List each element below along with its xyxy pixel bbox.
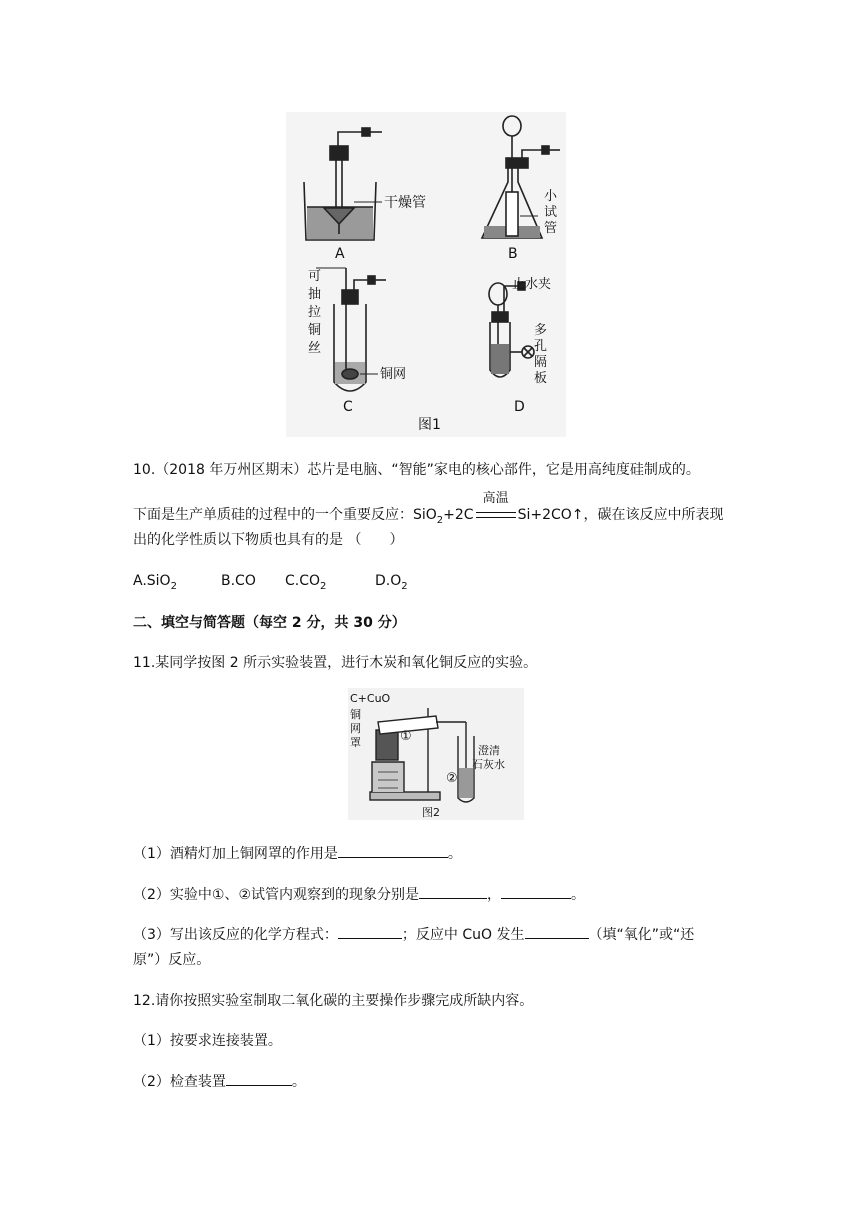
- q10-options: [133, 571, 408, 591]
- option-c[interactable]: $C.CO_2$: [285, 573, 327, 592]
- fig1-porous-4: 板: [534, 371, 548, 386]
- fig2-mesh-3: 罩: [350, 736, 361, 749]
- q10-line1: 10.（2018 年万州区期末）芯片是电脑、“智能”家电的核心部件，它是用高纯度硅制成的。: [133, 462, 700, 478]
- option-b[interactable]: B.CO: [221, 573, 256, 589]
- q10-line2: 下面是生产单质硅的过程中的一个重要反应：SiO$_2$+2C 高温 Si+2CO↑，碳在该反应中所表现: [133, 491, 724, 526]
- q12-stem: 12.请你按照实验室制取二氧化碳的主要操作步骤完成所缺内容。: [133, 993, 534, 1009]
- fig1-dry-tube-label: 干燥管: [384, 195, 426, 211]
- fig2-mesh-2: 网: [350, 722, 361, 735]
- answer-blank[interactable]: [338, 843, 448, 858]
- fig2-reactants: C+CuO: [350, 692, 391, 705]
- answer-blank[interactable]: [226, 1071, 292, 1086]
- fig2-tube-2: ②: [446, 771, 458, 786]
- reaction-condition: 高温: [476, 505, 516, 525]
- fig1-wire-4: 铜: [308, 323, 322, 338]
- fig2-caption: 图2: [422, 806, 440, 819]
- section-2-title: 二、填空与简答题（每空 2 分，共 30 分）: [133, 615, 406, 631]
- q12-sub1: （1）按要求连接装置。: [133, 1033, 282, 1049]
- fig1-label-b: B: [508, 246, 518, 262]
- fig1-label-c: C: [343, 399, 353, 415]
- fig1-small-tube-3: 管: [544, 221, 558, 236]
- fig1-water-clip-label: 止水夹: [512, 277, 552, 292]
- fig1-wire-1: 可: [308, 269, 322, 284]
- option-a[interactable]: A.SiO$_2$: [133, 573, 177, 592]
- fig1-small-tube-2: 试: [544, 205, 558, 220]
- fig1-porous-2: 孔: [534, 339, 548, 354]
- q10-line3: 出的化学性质以下物质也具有的是 （ ）: [133, 532, 404, 548]
- fig1-wire-3: 拉: [308, 305, 322, 320]
- fig2-limewater-1: 澄清: [478, 744, 500, 757]
- q11-sub2: （2）实验中①、②试管内观察到的现象分别是 ， 。: [133, 884, 585, 905]
- fig1-label-a: A: [335, 246, 345, 262]
- fig2-tube-1: ①: [400, 729, 412, 744]
- fig1-small-tube-1: 小: [544, 189, 558, 204]
- q11-sub3: （3）写出该反应的化学方程式： ；反应中 CuO 发生 （填“氧化”或“还: [133, 924, 694, 945]
- figure-2-apparatus: [348, 688, 524, 820]
- fig1-wire-2: 抽: [308, 287, 322, 302]
- fig1-porous-1: 多: [534, 323, 548, 338]
- fig2-mesh-1: 铜: [350, 708, 361, 721]
- q11-sub3-line2: 原”）反应。: [133, 952, 211, 968]
- q11-stem: 11.某同学按图 2 所示实验装置，进行木炭和氧化铜反应的实验。: [133, 655, 538, 671]
- option-d[interactable]: $D.O_2$: [375, 573, 408, 592]
- fig1-porous-3: 隔: [534, 355, 548, 370]
- fig1-caption: 图1: [418, 417, 441, 433]
- q12-sub2: （2）检查装置 。: [133, 1071, 306, 1092]
- answer-blank[interactable]: [338, 924, 402, 939]
- q11-sub1: （1）酒精灯加上铜网罩的作用是 。: [133, 843, 462, 864]
- fig1-wire-5: 丝: [308, 341, 322, 356]
- figure-1-apparatus: [286, 112, 566, 437]
- fig2-limewater-2: 石灰水: [472, 758, 505, 771]
- fig1-label-d: D: [514, 399, 525, 415]
- fig1-copper-mesh-label: 铜网: [380, 367, 407, 382]
- answer-blank[interactable]: [525, 924, 589, 939]
- answer-blank[interactable]: [419, 884, 487, 899]
- answer-blank[interactable]: [501, 884, 571, 899]
